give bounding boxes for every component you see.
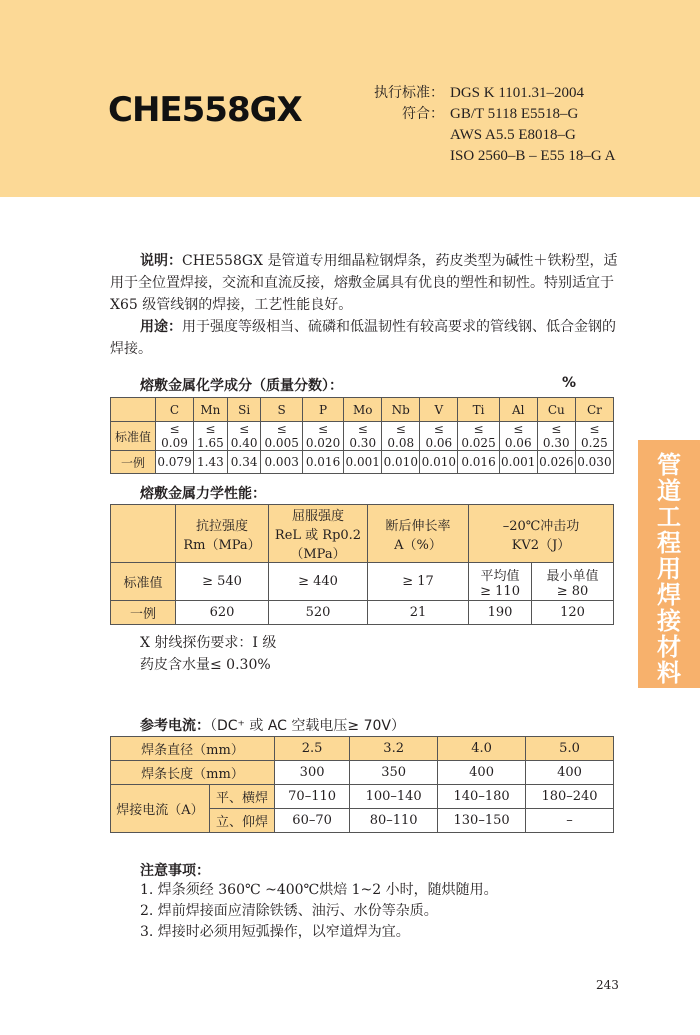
mech-h-elong-unit: A（%）: [394, 537, 442, 553]
standard-values: [450, 83, 615, 167]
desc-label: 说明：: [140, 253, 182, 269]
mech-example-row: [111, 601, 614, 625]
side-tab: [638, 440, 700, 688]
chem-cell: ≤ 0.30: [344, 422, 382, 451]
mech-h-yield-unit: （MPa）: [290, 547, 346, 562]
chem-cell: 1.43: [194, 451, 228, 474]
side-tab-text: 管 道 工 程 用 焊 接 材 料: [657, 451, 681, 687]
chem-table: [110, 397, 614, 474]
chem-h: Si: [227, 398, 261, 422]
current-len-row: [111, 761, 614, 785]
chem-h: P: [302, 398, 343, 422]
mech-table: [110, 504, 614, 625]
current-len-cell: 400: [438, 761, 526, 785]
mech-h-elong-label: 断后伸长率: [385, 518, 451, 534]
chem-header-row: [111, 398, 614, 422]
current-flat-cell: 100–140: [350, 785, 438, 809]
current-section-title: [140, 715, 405, 735]
chem-h: Cr: [575, 398, 613, 422]
chem-cell: ≤ 0.30: [537, 422, 575, 451]
current-dia-cell: 4.0: [438, 737, 526, 761]
chem-row-label: 标准值: [111, 422, 156, 451]
current-table: [110, 736, 614, 833]
mech-h-impact-unit: KV2（J）: [511, 537, 571, 553]
chem-cell: ≤ 1.65: [194, 422, 228, 451]
chem-h: Ti: [458, 398, 499, 422]
mech-std-min-label: 最小单值: [546, 568, 599, 584]
mech-ex-cell: 520: [269, 601, 368, 625]
chem-cell: ≤ 0.005: [261, 422, 302, 451]
chem-cell: 0.34: [227, 451, 261, 474]
current-vert-cell: 130–150: [438, 809, 526, 833]
chem-cell: 0.010: [420, 451, 458, 474]
current-flat-label: 平、横焊: [210, 785, 275, 809]
current-vert-cell: 60–70: [275, 809, 350, 833]
current-flat-cell: 140–180: [438, 785, 526, 809]
desc-text: CHE558GX 是管道专用细晶粒钢焊条，药皮类型为碱性＋铁粉型，适用于全位置焊接，交流和直流反接，熔敷金属具有优良的塑性和韧性。特别适宜于 X65 级管线钢的焊接，工艺性能良好。: [110, 253, 618, 313]
current-flat-cell: 180–240: [526, 785, 614, 809]
chem-cell: 0.003: [261, 451, 302, 474]
mech-std-avg-label: 平均值: [480, 568, 520, 584]
std-value: DGS K 1101.31–2004: [450, 85, 585, 101]
current-dia-row: [111, 737, 614, 761]
chem-corner: [111, 398, 156, 422]
mech-h-tensile-label: 抗拉强度: [195, 518, 248, 534]
chem-cell: ≤ 0.25: [575, 422, 613, 451]
conform-value-3: ISO 2560–B – E55 18–G A: [450, 148, 616, 164]
current-flat-cell: 70–110: [275, 785, 350, 809]
mech-std-avg: [469, 563, 532, 601]
chem-cell: ≤ 0.020: [302, 422, 343, 451]
chem-cell: ≤ 0.40: [227, 422, 261, 451]
chem-h: S: [261, 398, 302, 422]
moisture-note: 药皮含水量≤ 0.30%: [140, 657, 271, 673]
chem-cell: 0.026: [537, 451, 575, 474]
mech-h-impact: [469, 505, 614, 563]
chem-h: C: [156, 398, 194, 422]
mech-std-yield: ≥ 440: [269, 563, 368, 601]
chem-cell: 0.030: [575, 451, 613, 474]
chem-unit: %: [562, 375, 577, 391]
current-dia-label: 焊条直径（mm）: [111, 737, 275, 761]
current-len-label: 焊条长度（mm）: [111, 761, 275, 785]
chem-cell: 0.016: [302, 451, 343, 474]
mech-ex-cell: 120: [532, 601, 614, 625]
mech-std-min: [532, 563, 614, 601]
mech-ex-cell: 21: [368, 601, 469, 625]
current-vert-cell: 80–110: [350, 809, 438, 833]
description-paragraph: [110, 250, 620, 316]
use-text: 用于强度等级相当、硫磷和低温韧性有较高要求的管线钢、低合金钢的焊接。: [110, 319, 616, 357]
chem-h: Cu: [537, 398, 575, 422]
mech-h-elong: [368, 505, 469, 563]
mech-std-min-value: ≥ 80: [556, 583, 589, 599]
chem-cell: 0.001: [344, 451, 382, 474]
current-len-cell: 350: [350, 761, 438, 785]
current-title: 参考电流：: [140, 718, 210, 734]
page-number: 243: [596, 978, 619, 992]
mech-h-tensile: [176, 505, 269, 563]
use-label: 用途：: [140, 319, 182, 335]
chem-section-title: 熔敷金属化学成分（质量分数）：: [140, 378, 343, 394]
mech-corner: [111, 505, 176, 563]
chem-cell: 0.079: [156, 451, 194, 474]
chem-cell: 0.016: [458, 451, 499, 474]
current-len-cell: 400: [526, 761, 614, 785]
mech-section-title: 熔敷金属力学性能：: [140, 486, 266, 502]
std-label: 执行标准：: [374, 85, 444, 101]
attention-item-1: 1. 焊条须经 360℃ ~400℃烘焙 1~2 小时，随烘随用。: [140, 882, 498, 898]
mech-std-label: 标准值: [111, 563, 176, 601]
mech-h-yield-sym: ReL 或 Rp0.2: [274, 528, 362, 543]
product-title: CHE558GX: [108, 90, 302, 130]
current-len-cell: 300: [275, 761, 350, 785]
xray-note: X 射线探伤要求：I 级: [140, 635, 277, 651]
current-vert-label: 立、仰焊: [210, 809, 275, 833]
mech-h-impact-label: –20℃冲击功: [502, 518, 580, 534]
standard-labels: [374, 83, 444, 125]
attention-item-3: 3. 焊接时必须用短弧操作，以窄道焊为宜。: [140, 924, 410, 940]
mech-std-elong: ≥ 17: [368, 563, 469, 601]
attention-title: 注意事项：: [140, 863, 210, 879]
current-dia-cell: 5.0: [526, 737, 614, 761]
mech-std-row: [111, 563, 614, 601]
mech-h-tensile-unit: Rm（MPa）: [183, 537, 261, 553]
chem-cell: 0.010: [382, 451, 420, 474]
chem-example-row: [111, 451, 614, 474]
chem-h: Mo: [344, 398, 382, 422]
mech-h-yield-label: 屈服强度: [291, 509, 344, 524]
conform-value-2: AWS A5.5 E8018–G: [450, 127, 576, 143]
chem-h: Al: [499, 398, 537, 422]
conform-value-1: GB/T 5118 E5518–G: [450, 106, 579, 122]
chem-cell: ≤ 0.025: [458, 422, 499, 451]
usage-paragraph: [110, 316, 620, 360]
chem-cell: ≤ 0.08: [382, 422, 420, 451]
current-cur-label: 焊接电流（A）: [111, 785, 210, 833]
mech-h-yield: [269, 505, 368, 563]
current-flat-row: [111, 785, 614, 809]
chem-cell: ≤ 0.09: [156, 422, 194, 451]
chem-cell: ≤ 0.06: [499, 422, 537, 451]
chem-h: Mn: [194, 398, 228, 422]
chem-std-row: [111, 422, 614, 451]
chem-row-label: 一例: [111, 451, 156, 474]
chem-h: V: [420, 398, 458, 422]
chem-cell: ≤ 0.06: [420, 422, 458, 451]
mech-header-row: [111, 505, 614, 563]
mech-std-tensile: ≥ 540: [176, 563, 269, 601]
chem-cell: 0.001: [499, 451, 537, 474]
conform-label: 符合：: [402, 106, 444, 122]
current-dia-cell: 3.2: [350, 737, 438, 761]
attention-item-2: 2. 焊前焊接面应清除铁锈、油污、水份等杂质。: [140, 903, 438, 919]
current-vert-cell: –: [526, 809, 614, 833]
current-dia-cell: 2.5: [275, 737, 350, 761]
mech-ex-cell: 620: [176, 601, 269, 625]
mech-std-avg-value: ≥ 110: [480, 583, 520, 599]
mech-ex-label: 一例: [111, 601, 176, 625]
mech-ex-cell: 190: [469, 601, 532, 625]
current-title-note: （DC⁺ 或 AC 空载电压≥ 70V）: [210, 718, 405, 734]
chem-h: Nb: [382, 398, 420, 422]
